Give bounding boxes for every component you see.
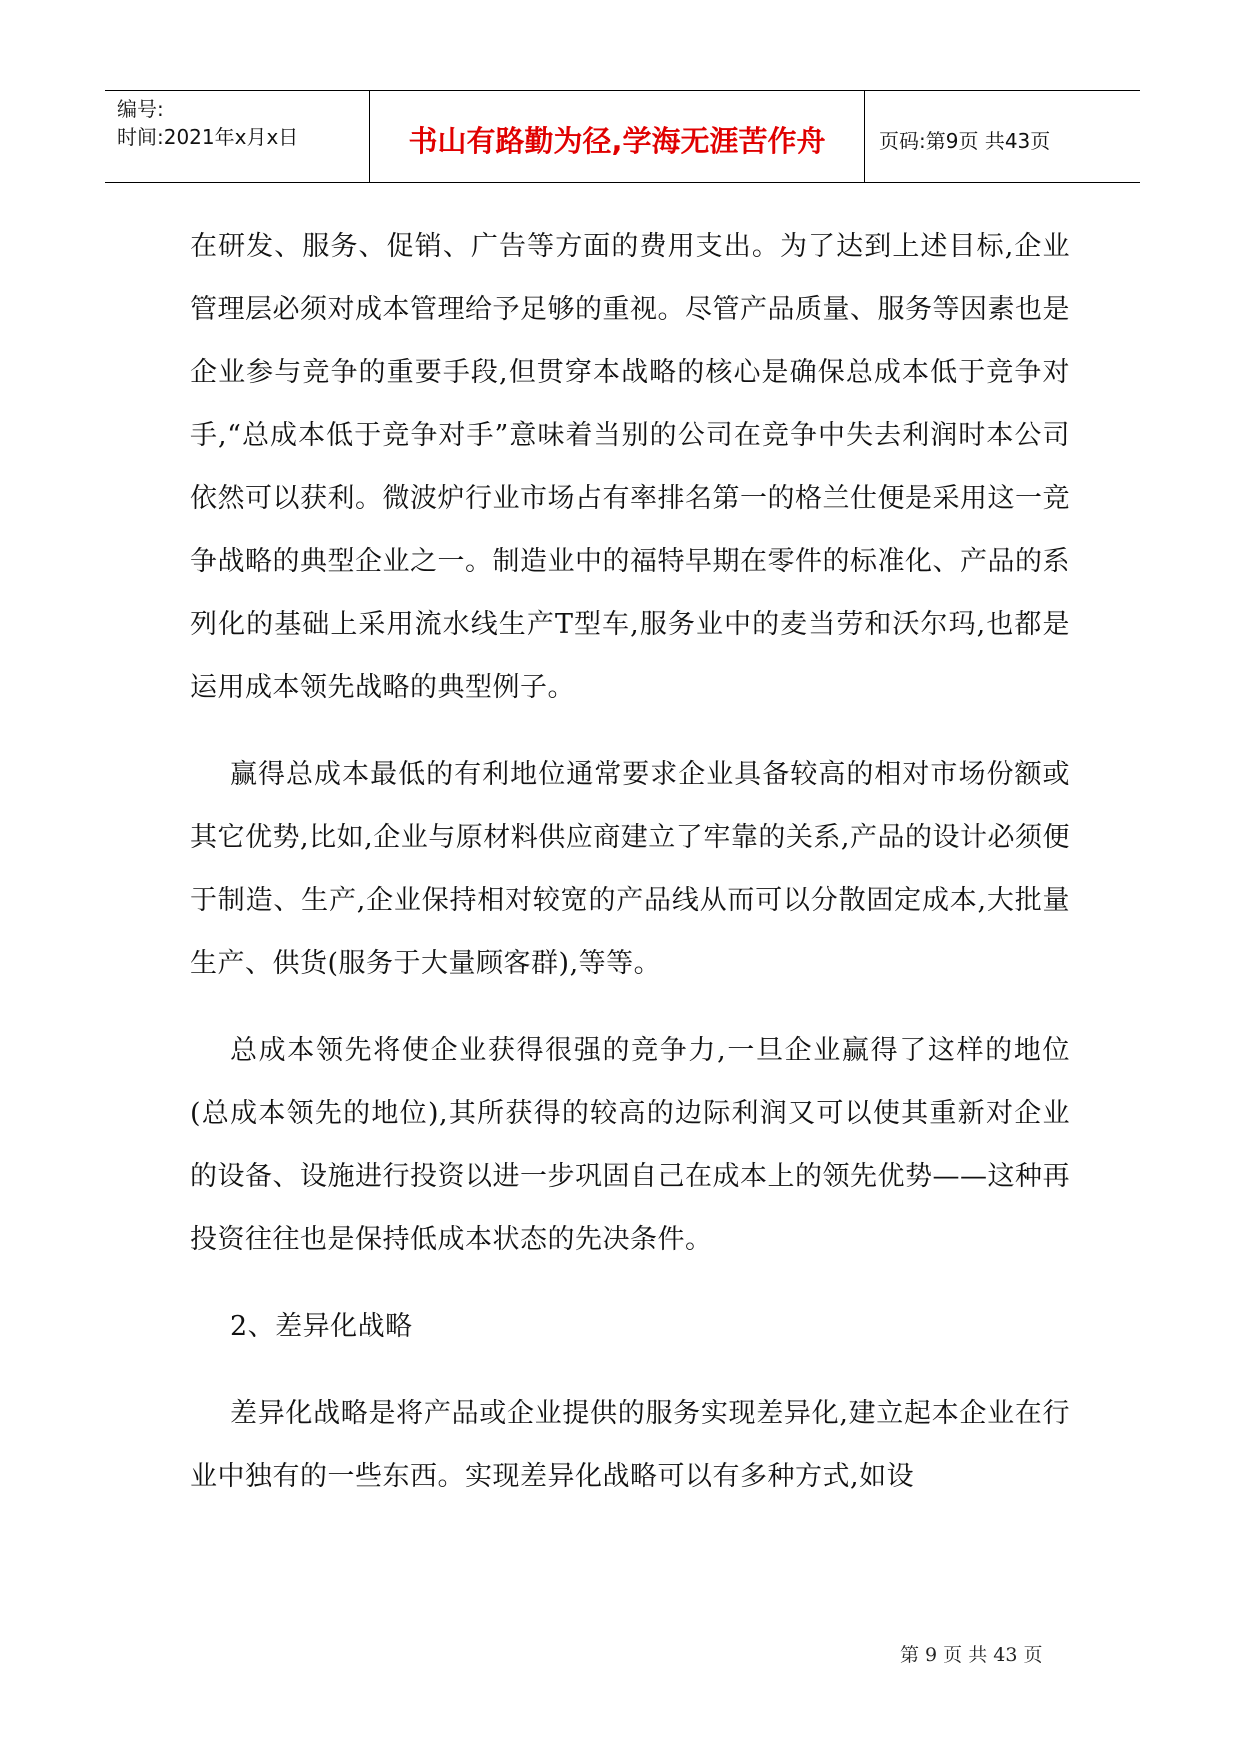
paragraph-1: 在研发、服务、促销、广告等方面的费用支出。为了达到上述目标,企业管理层必须对成本管理给予足够的重视。尽管产品质量、服务等因素也是企业参与竞争的重要手段,但贯穿本战略的核心是确保总成本低于竞争对手,“总成本低于竞争对手”意味着当别的公司在竞争中失去利润时本公司依然可以获利。微波炉行业市场占有率排名第一的格兰仕便是采用这一竞争战略的典型企业之一。制造业中的福特早期在零件的标准化、产品的系列化的基础上采用流水线生产T型车,服务业中的麦当劳和沃尔玛,也都是运用成本领先战略的典型例子。 bbox=[190, 231, 1070, 703]
header-motto: 书山有路勤为径,学海无涯苦作舟 bbox=[370, 91, 865, 182]
page-footer: 第 9 页 共 43 页 bbox=[900, 1644, 1043, 1666]
paragraph-2: 赢得总成本最低的有利地位通常要求企业具备较高的相对市场份额或其它优势,比如,企业与原材料供应商建立了牢靠的关系,产品的设计必须便于制造、生产,企业保持相对较宽的产品线从而可以分散固定成本,大批量生产、供货(服务于大量顾客群),等等。 bbox=[190, 759, 1070, 979]
paragraph-4: 差异化战略是将产品或企业提供的服务实现差异化,建立起本企业在行业中独有的一些东西。实现差异化战略可以有多种方式,如设 bbox=[190, 1398, 1070, 1492]
document-time-label: 时间:2021年x月x日 bbox=[117, 125, 299, 149]
header-meta bbox=[105, 91, 370, 182]
section-heading: 2、差异化战略 bbox=[230, 1311, 413, 1342]
header-page-code: 页码:第9页 共43页 bbox=[879, 129, 1051, 153]
page-header bbox=[105, 90, 1140, 183]
document-number-label: 编号: bbox=[117, 97, 164, 121]
paragraph-3: 总成本领先将使企业获得很强的竞争力,一旦企业赢得了这样的地位(总成本领先的地位),其所获得的较高的边际利润又可以使其重新对企业的设备、设施进行投资以进一步巩固自己在成本上的领先优势——这种再投资往往也是保持低成本状态的先决条件。 bbox=[190, 1035, 1070, 1255]
document-body bbox=[190, 215, 1070, 1508]
